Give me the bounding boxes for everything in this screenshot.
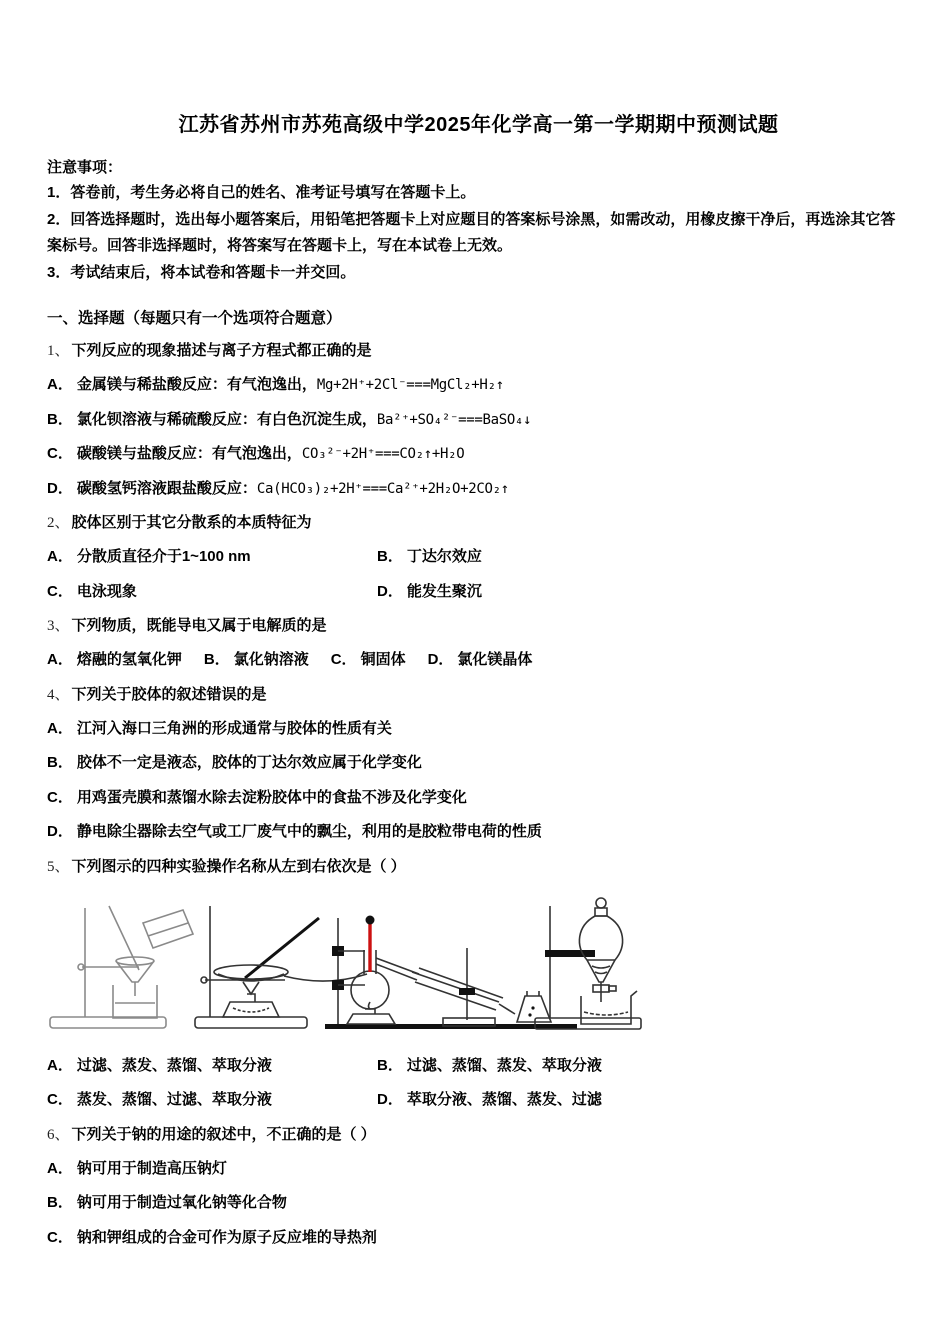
question-stem-text: 下列物质，既能导电又属于电解质的是 bbox=[71, 617, 327, 634]
q3-option-c bbox=[331, 643, 406, 678]
question-3 bbox=[47, 609, 910, 678]
chemical-equation: Ba²⁺+SO₄²⁻===BaSO₄↓ bbox=[376, 411, 532, 428]
option-label: D． bbox=[427, 651, 454, 668]
q4-option-d bbox=[47, 815, 910, 850]
option-text: 钠可用于制造过氧化钠等化合物 bbox=[76, 1194, 287, 1211]
question-stem-text: 胶体区别于其它分散系的本质特征为 bbox=[71, 514, 312, 531]
notice-section bbox=[47, 155, 910, 286]
section-heading: 一、选择题（每题只有一个选项符合题意） bbox=[47, 310, 342, 327]
question-stem-text: 下列关于钠的用途的叙述中，不正确的是（ ） bbox=[71, 1125, 376, 1143]
option-text: 电泳现象 bbox=[76, 582, 137, 600]
page-title: 江苏省苏州市苏苑高级中学2025年化学高一第一学期期中预测试题 bbox=[178, 114, 779, 136]
option-label: A． bbox=[47, 1159, 73, 1177]
q1-option-b bbox=[47, 403, 910, 438]
option-label: D． bbox=[377, 582, 403, 600]
experiment-diagram bbox=[47, 890, 910, 1045]
question-number: 2、 bbox=[47, 515, 70, 531]
option-label: D． bbox=[47, 479, 73, 497]
q3-option-d bbox=[428, 643, 533, 678]
question-5-stem bbox=[47, 850, 910, 884]
option-text: 钠和钾组成的合金可作为原子反应堆的导热剂 bbox=[76, 1228, 377, 1246]
question-5 bbox=[47, 850, 910, 1118]
q1-option-a bbox=[47, 368, 910, 403]
q2-options-row-1 bbox=[47, 540, 910, 575]
option-text: 氯化钡溶液与稀硫酸反应：有白色沉淀生成， bbox=[76, 410, 377, 428]
question-4-stem bbox=[47, 678, 910, 712]
question-3-stem bbox=[47, 609, 910, 643]
option-text: 金属镁与稀盐酸反应：有气泡逸出， bbox=[76, 376, 317, 393]
q6-option-a bbox=[47, 1152, 910, 1187]
option-text: 熔融的氢氧化钾 bbox=[76, 651, 182, 668]
question-stem-text: 下列关于胶体的叙述错误的是 bbox=[71, 685, 267, 703]
option-text: 氯化镁晶体 bbox=[457, 651, 533, 668]
option-text: 蒸发、蒸馏、过滤、萃取分液 bbox=[76, 1091, 272, 1108]
q6-option-b bbox=[47, 1186, 910, 1221]
q2-option-b bbox=[377, 540, 910, 575]
notice-heading: 注意事项： bbox=[47, 159, 123, 176]
q4-option-a bbox=[47, 712, 910, 747]
option-label: C． bbox=[47, 788, 73, 806]
option-text: 江河入海口三角洲的形成通常与胶体的性质有关 bbox=[76, 719, 392, 737]
option-label: A． bbox=[47, 376, 73, 393]
option-text: 碳酸镁与盐酸反应：有气泡逸出， bbox=[76, 445, 302, 462]
lab-apparatus-figure bbox=[47, 890, 647, 1040]
q5-options-row-1 bbox=[47, 1049, 910, 1084]
q2-option-a bbox=[47, 540, 377, 575]
question-2 bbox=[47, 506, 910, 609]
option-label: A． bbox=[47, 719, 73, 737]
option-text: 丁达尔效应 bbox=[406, 548, 482, 565]
question-2-stem bbox=[47, 506, 910, 540]
notice-item-1: 1．答卷前，考生务必将自己的姓名、准考证号填写在答题卡上。 bbox=[47, 184, 476, 201]
option-label: C． bbox=[47, 1091, 73, 1108]
option-label: C． bbox=[47, 1228, 73, 1246]
q5-option-c bbox=[47, 1083, 377, 1118]
option-text: 分散质直径介于1~100 nm bbox=[76, 548, 251, 565]
option-text: 过滤、蒸馏、蒸发、萃取分液 bbox=[406, 1056, 602, 1074]
chemical-equation: Mg+2H⁺+2Cl⁻===MgCl₂+H₂↑ bbox=[316, 377, 504, 393]
option-label: C． bbox=[330, 651, 357, 668]
question-stem-text: 下列图示的四种实验操作名称从左到右依次是（ ） bbox=[71, 857, 406, 875]
notice-item-3: 3．考试结束后，将本试卷和答题卡一并交回。 bbox=[47, 263, 356, 281]
question-1 bbox=[47, 334, 910, 506]
option-text: 胶体不一定是液态，胶体的丁达尔效应属于化学变化 bbox=[76, 754, 422, 771]
q5-option-a bbox=[47, 1049, 377, 1084]
option-label: D． bbox=[47, 823, 73, 840]
question-number: 4、 bbox=[47, 686, 70, 703]
q1-option-d bbox=[47, 472, 910, 507]
option-label: D． bbox=[377, 1091, 403, 1108]
q2-option-c bbox=[47, 575, 377, 610]
question-6-stem bbox=[47, 1118, 910, 1152]
q5-options-row-2 bbox=[47, 1083, 910, 1118]
option-text: 过滤、蒸发、蒸馏、萃取分液 bbox=[76, 1056, 272, 1074]
option-label: C． bbox=[47, 582, 73, 600]
option-label: C． bbox=[47, 445, 73, 462]
option-label: A． bbox=[47, 651, 73, 668]
filtration-apparatus bbox=[50, 906, 193, 1028]
q1-option-c bbox=[47, 437, 910, 472]
q5-option-b bbox=[377, 1049, 910, 1084]
option-label: A． bbox=[47, 548, 73, 565]
evaporation-apparatus bbox=[195, 906, 367, 1028]
option-label: B． bbox=[377, 548, 403, 565]
question-4 bbox=[47, 678, 910, 850]
q2-option-d bbox=[377, 575, 910, 610]
option-label: B． bbox=[203, 651, 230, 668]
option-text: 碳酸氢钙溶液跟盐酸反应： bbox=[76, 479, 257, 497]
option-label: B． bbox=[47, 410, 73, 428]
option-text: 氯化钠溶液 bbox=[233, 651, 309, 668]
question-number: 3、 bbox=[47, 618, 70, 634]
q3-option-a bbox=[47, 643, 182, 678]
option-text: 钠可用于制造高压钠灯 bbox=[76, 1159, 227, 1177]
q5-option-d bbox=[377, 1083, 910, 1118]
question-number: 6、 bbox=[47, 1126, 70, 1143]
separating-funnel-apparatus bbox=[535, 898, 641, 1029]
question-6 bbox=[47, 1118, 910, 1256]
q4-option-c bbox=[47, 781, 910, 816]
distillation-apparatus bbox=[325, 915, 577, 1029]
q4-option-b bbox=[47, 746, 910, 781]
notice-item-2: 2．回答选择题时，选出每小题答案后，用铅笔把答题卡上对应题目的答案标号涂黑，如需改动，用橡皮擦干净后，再选涂其它答案标号。回答非选择题时，将答案写在答题卡上，写在本试卷上无效。 bbox=[47, 210, 896, 254]
option-label: A． bbox=[47, 1056, 73, 1074]
chemical-equation: CO₃²⁻+2H⁺===CO₂↑+H₂O bbox=[301, 446, 465, 462]
option-label: B． bbox=[47, 1194, 73, 1211]
question-number: 5、 bbox=[47, 858, 70, 875]
option-text: 用鸡蛋壳膜和蒸馏水除去淀粉胶体中的食盐不涉及化学变化 bbox=[76, 788, 467, 806]
q3-option-b bbox=[204, 643, 309, 678]
option-text: 铜固体 bbox=[360, 651, 406, 668]
q6-option-c bbox=[47, 1221, 910, 1256]
question-number: 1、 bbox=[47, 343, 70, 359]
option-text: 萃取分液、蒸馏、蒸发、过滤 bbox=[406, 1091, 602, 1108]
option-text: 静电除尘器除去空气或工厂废气中的飘尘，利用的是胶粒带电荷的性质 bbox=[76, 823, 542, 840]
question-1-stem bbox=[47, 334, 910, 368]
q3-options bbox=[47, 643, 910, 678]
chemical-equation: Ca(HCO₃)₂+2H⁺===Ca²⁺+2H₂O+2CO₂↑ bbox=[256, 480, 509, 497]
option-label: B． bbox=[47, 754, 73, 771]
q2-options-row-2 bbox=[47, 575, 910, 610]
question-stem-text: 下列反应的现象描述与离子方程式都正确的是 bbox=[71, 342, 372, 359]
option-text: 能发生聚沉 bbox=[406, 582, 482, 600]
option-label: B． bbox=[377, 1056, 403, 1074]
